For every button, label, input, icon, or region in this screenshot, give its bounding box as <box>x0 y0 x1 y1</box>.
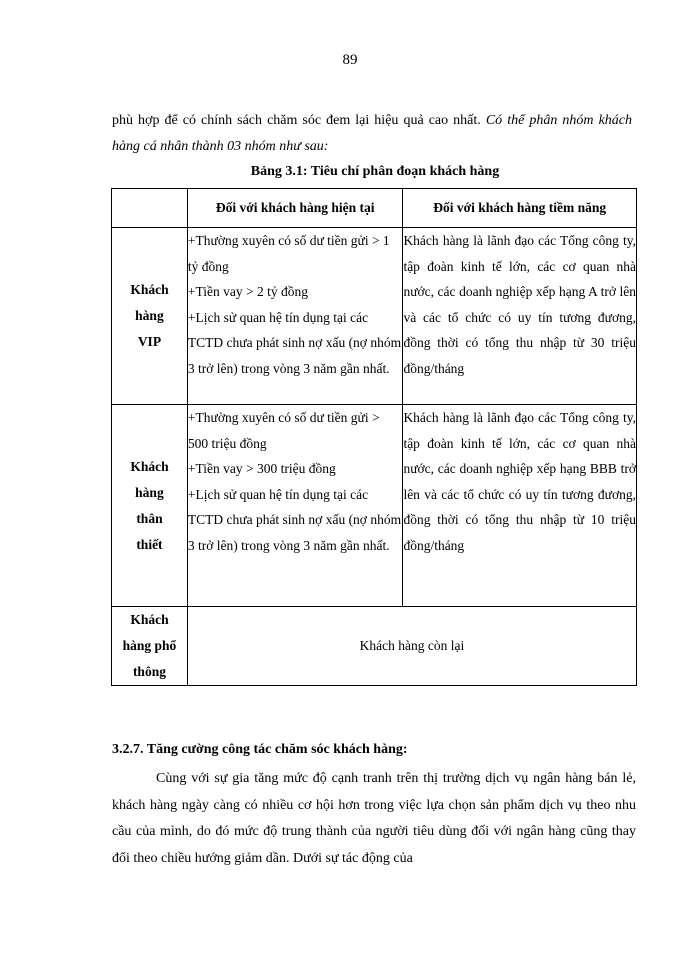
loyal-potential-criteria: Khách hàng là lãnh đạo các Tổng công ty, tập đoàn kinh tế lớn, các cơ quan nhà nước, các doanh nghiệp xếp hạng BBB trở lên và các tổ chức có uy tín tương đương, đồng thời có tổng thu nhập từ 10 triệu đồng/tháng <box>403 405 637 607</box>
row-label-line: Khách <box>130 458 169 474</box>
criteria-item: +Tiền vay > 2 tỷ đồng <box>187 284 308 299</box>
vip-current-criteria <box>187 228 403 405</box>
table-caption: Bảng 3.1: Tiêu chí phân đoạn khách hàng <box>250 164 500 179</box>
row-label-line: thông <box>132 664 166 679</box>
row-label-loyal <box>112 405 188 607</box>
header-empty-cell <box>112 189 188 228</box>
row-label-vip <box>112 228 188 405</box>
row-label-line: hàng phổ <box>122 638 177 653</box>
row-label-line: VIP <box>137 334 162 349</box>
table-header-row <box>112 189 637 228</box>
criteria-item: +Thường xuyên có số dư tiền gửi > 1 tỷ đồng <box>187 233 390 274</box>
loyal-current-criteria <box>187 405 403 607</box>
row-label-line: Khách <box>130 612 169 627</box>
row-label-line: Khách <box>130 282 169 297</box>
segmentation-table <box>111 188 637 686</box>
general-merged-cell: Khách hàng còn lại <box>187 607 636 686</box>
intro-italic-text: Có thể phân nhóm khách hàng cá nhân thành 03 nhóm như sau: <box>112 113 632 154</box>
vip-potential-criteria: Khách hàng là lãnh đạo các Tổng công ty, tập đoàn kinh tế lớn, các cơ quan nhà nước, các doanh nghiệp xếp hạng A trở lên và các tổ chức có uy tín tương đương, đồng thời có tổng thu nhập từ 30 triệu đồng/tháng <box>403 228 637 405</box>
intro-plain-text: phù hợp để có chính sách chăm sóc đem lại hiệu quả cao nhất. <box>112 113 481 128</box>
table-row-vip <box>112 228 637 405</box>
row-label-line: hàng <box>135 308 164 323</box>
row-label-line: thân <box>136 510 163 526</box>
page-number: 89 <box>342 52 358 68</box>
row-label-general <box>112 607 188 686</box>
criteria-item: +Lịch sử quan hệ tín dụng tại các TCTD chưa phát sinh nợ xấu (nợ nhóm 3 trở lên) trong vòng 3 năm gần nhất. <box>187 309 402 376</box>
criteria-item: +Lịch sử quan hệ tín dụng tại các TCTD chưa phát sinh nợ xấu (nợ nhóm 3 trở lên) trong vòng 3 năm gần nhất. <box>187 486 402 553</box>
criteria-item: +Tiền vay > 300 triệu đồng <box>187 461 336 476</box>
table-row-general <box>112 607 637 686</box>
body-paragraph: Cùng với sự gia tăng mức độ cạnh tranh trên thị trường dịch vụ ngân hàng bán lẻ, khách hàng ngày càng có nhiều cơ hội hơn trong việc lựa chọn sản phẩm dịch vụ theo nhu cầu của mình, do đó mức độ trung thành của người tiêu dùng đối với ngân hàng cũng thay đổi theo chiều hướng giảm dần. Dưới sự tác động của <box>112 771 636 866</box>
header-current-customers: Đối với khách hàng hiện tại <box>187 189 403 228</box>
section-title: 3.2.7. Tăng cường công tác chăm sóc khách hàng: <box>112 742 408 757</box>
table-row-loyal <box>112 405 637 607</box>
header-potential-customers: Đối với khách hàng tiềm năng <box>403 189 637 228</box>
row-label-line: thiết <box>136 536 163 552</box>
criteria-item: +Thường xuyên có số dư tiền gửi > 500 triệu đồng <box>187 410 380 451</box>
row-label-line: hàng <box>135 484 164 500</box>
intro-paragraph <box>112 108 632 160</box>
